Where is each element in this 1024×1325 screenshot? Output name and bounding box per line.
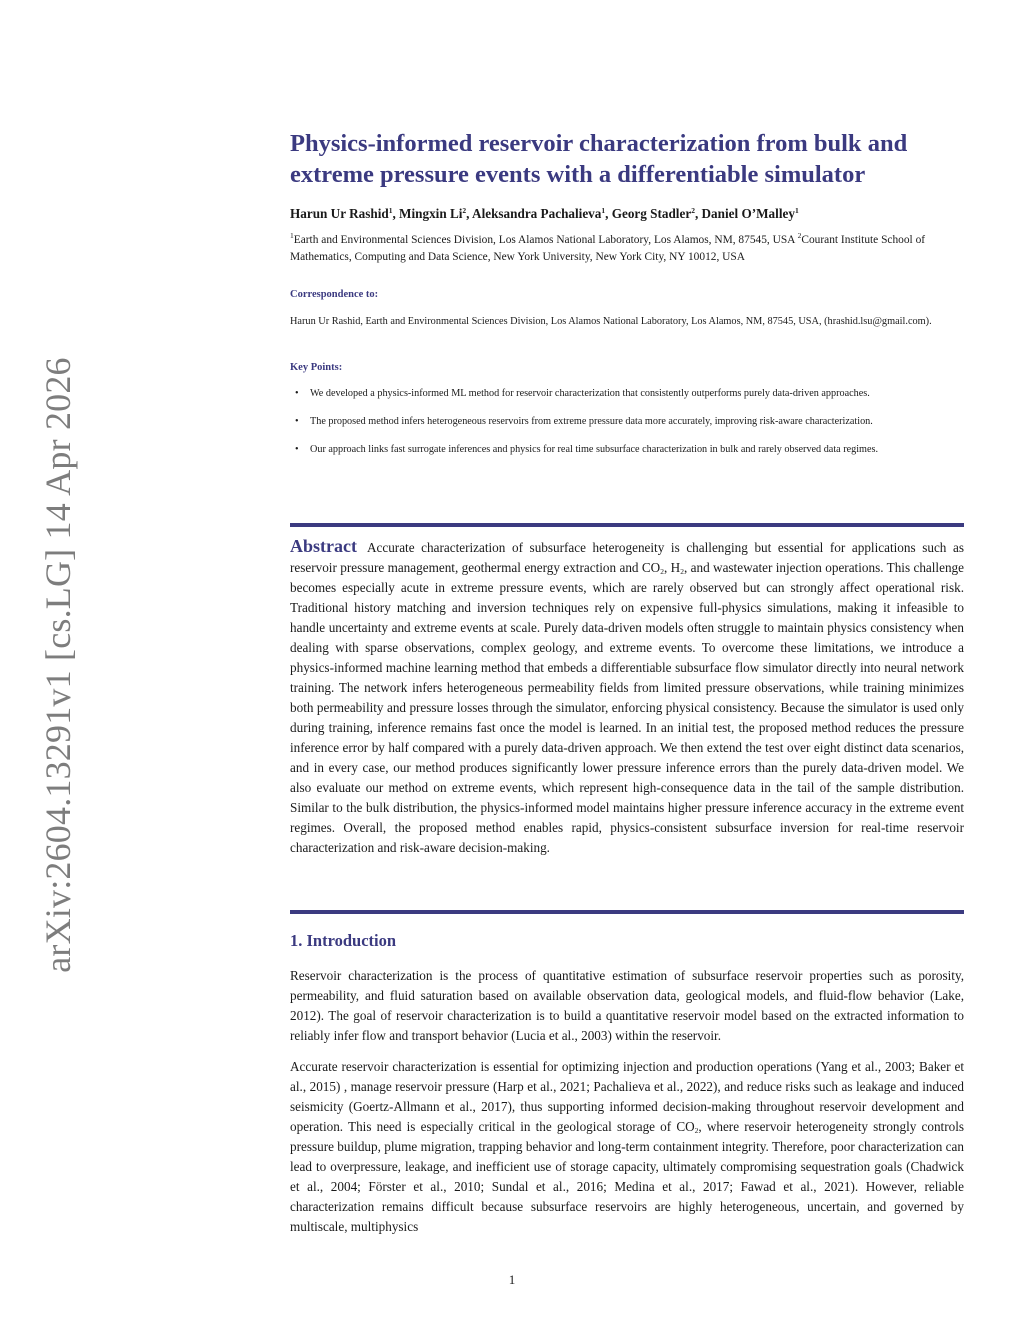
- author-name: Harun Ur Rashid: [290, 206, 389, 221]
- author-affiliation-mark: 1: [794, 206, 799, 215]
- abstract-label: Abstract: [290, 536, 357, 556]
- subscript: 2: [660, 567, 664, 576]
- arxiv-identifier: [28, 357, 88, 973]
- affiliations: [290, 232, 964, 266]
- author-name: Daniel O’Malley: [701, 206, 795, 221]
- affiliation-mark: 2: [797, 231, 802, 240]
- abstract-text: Accurate characterization of subsurface heterogeneity is challenging but essential for applications such as reservoir pressure management, geothermal energy extraction and CO: [290, 540, 964, 575]
- author-affiliation-mark: 1: [388, 206, 393, 215]
- key-points-heading: Key Points:: [290, 362, 343, 373]
- author-affiliation-mark: 2: [691, 206, 695, 215]
- correspondence-heading: Correspondence to:: [290, 289, 379, 300]
- arxiv-identifier-text: arXiv:2604.13291v1 [cs.LG] 14 Apr 2026: [38, 357, 78, 973]
- key-point-item: • Our approach links fast surrogate inferences and physics for real time subsurface characterization in bulk and rarely observed data regimes.: [290, 442, 964, 470]
- key-points-list: [290, 386, 964, 470]
- author-name: Mingxin Li: [399, 206, 463, 221]
- key-point-item: • The proposed method infers heterogeneous reservoirs from extreme pressure data more accurately, improving risk-aware characterization.: [290, 414, 964, 442]
- key-point-item: • We developed a physics-informed ML method for reservoir characterization that consistently outperforms purely data-driven approaches.: [290, 386, 964, 414]
- correspondence-text: Harun Ur Rashid, Earth and Environmental Sciences Division, Los Alamos National Laboratory, Los Alamos, NM, 87545, USA, (hrashid.lsu@gmail.com).: [290, 316, 932, 327]
- author-name: Georg Stadler: [611, 206, 692, 221]
- abstract-bottom-rule: [290, 910, 964, 914]
- author-affiliation-mark: 1: [601, 206, 606, 215]
- paper-title: Physics-informed reservoir characterization from bulk and extreme pressure events with a differentiable simulator: [290, 130, 908, 188]
- abstract-text: , H: [663, 560, 681, 575]
- page-number: 1: [508, 1272, 516, 1287]
- abstract-top-rule: [290, 523, 964, 527]
- paragraph-text: Accurate reservoir characterization is essential for optimizing injection and production operations (Yang et al., 2003; Baker et al., 2015) , manage reservoir pressure (Harp et al., 2021; Pachalieva et al., 2022), and reduce risks such as leakage and induced seismicity (Goertz-Allmann et al., 2017), thus supporting informed decision-making throughout reservoir development and operation. This need is especially critical in the geological storage of CO: [290, 1059, 964, 1134]
- author-affiliation-mark: 2: [462, 206, 467, 215]
- intro-paragraph-1: Reservoir characterization is the process of quantitative estimation of subsurface reservoir properties such as porosity, permeability, and fluid saturation based on available observation data, geological models, and fluid-flow behavior (Lake, 2012). The goal of reservoir characterization is to build a quantitative reservoir model based on the extracted information to reliably infer flow and transport behavior (Lucia et al., 2003) within the reservoir.: [290, 968, 964, 1043]
- intro-paragraph-2: [290, 1057, 964, 1237]
- section-heading-introduction: 1. Introduction: [290, 931, 397, 950]
- subscript: 2: [694, 1126, 699, 1135]
- abstract-text: , and wastewater injection operations. This challenge becomes especially acute in extreme pressure events, which are rarely observed but can strongly affect operational risk. Traditional history matching and inversion techniques rely on expensive full-physics simulations, making it infeasible to handle uncertainty and extreme events at scale. Purely data-driven models often struggle to maintain physics consistency when dealing with sparse observations, complex geology, and extreme events. To overcome these limitations, we introduce a physics-informed machine learning method that embeds a differentiable subsurface flow simulator directly into neural network training. The network infers heterogeneous permeability fields from limited pressure observations, while training minimizes both permeability and pressure losses through the simulator, enforcing physical consistency. Because the simulator is used only during training, inference remains fast once the model is learned. In an initial test, the proposed method reduces the pressure inference error by half compared with a purely data-driven approach. We then extend the test over eight distinct data scenarios, and in every case, our method produces significantly lower pressure inference errors than the purely data-driven model. We also evaluate our method on extreme events, which represent high-consequence data in the tail of the sample distribution. Similar to the bulk distribution, the physics-informed model maintains higher pressure inference accuracy in the extreme event regimes. Overall, the proposed method enables rapid, physics-consistent subsurface inversion for real-time reservoir characterization and risk-aware decision-making.: [290, 560, 964, 855]
- paragraph-text: , where reservoir heterogeneity strongly controls pressure buildup, plume migration, trapping behavior and long-term containment integrity. Therefore, poor characterization can lead to overpressure, leakage, and inefficient use of storage capacity, ultimately compromising sequestration goals (Chadwick et al., 2004; Förster et al., 2010; Sundal et al., 2016; Medina et al., 2017; Fawad et al., 2021). However, reliable characterization remains difficult because subsurface reservoirs are highly heterogeneous, uncertain, and governed by multiscale, multiphysics: [290, 1119, 964, 1234]
- subscript: 2: [680, 567, 684, 576]
- author-list: Harun Ur Rashid$^1$, Mingxin Li$^2$, Aleksandra Pachalieva$^1$, Georg Stadler$^2$, Daniel O’Malley$^1$: [290, 206, 799, 221]
- abstract: [290, 536, 964, 858]
- affiliation-text: Courant Institute School of Mathematics, Computing and Data Science, New York University, New York City, NY 10012, USA: [290, 234, 926, 263]
- affiliation-mark: 1: [290, 231, 294, 240]
- affiliation-text: Earth and Environmental Sciences Division, Los Alamos National Laboratory, Los Alamos, NM, 87545, USA: [293, 234, 798, 246]
- author-name: Aleksandra Pachalieva: [472, 206, 602, 221]
